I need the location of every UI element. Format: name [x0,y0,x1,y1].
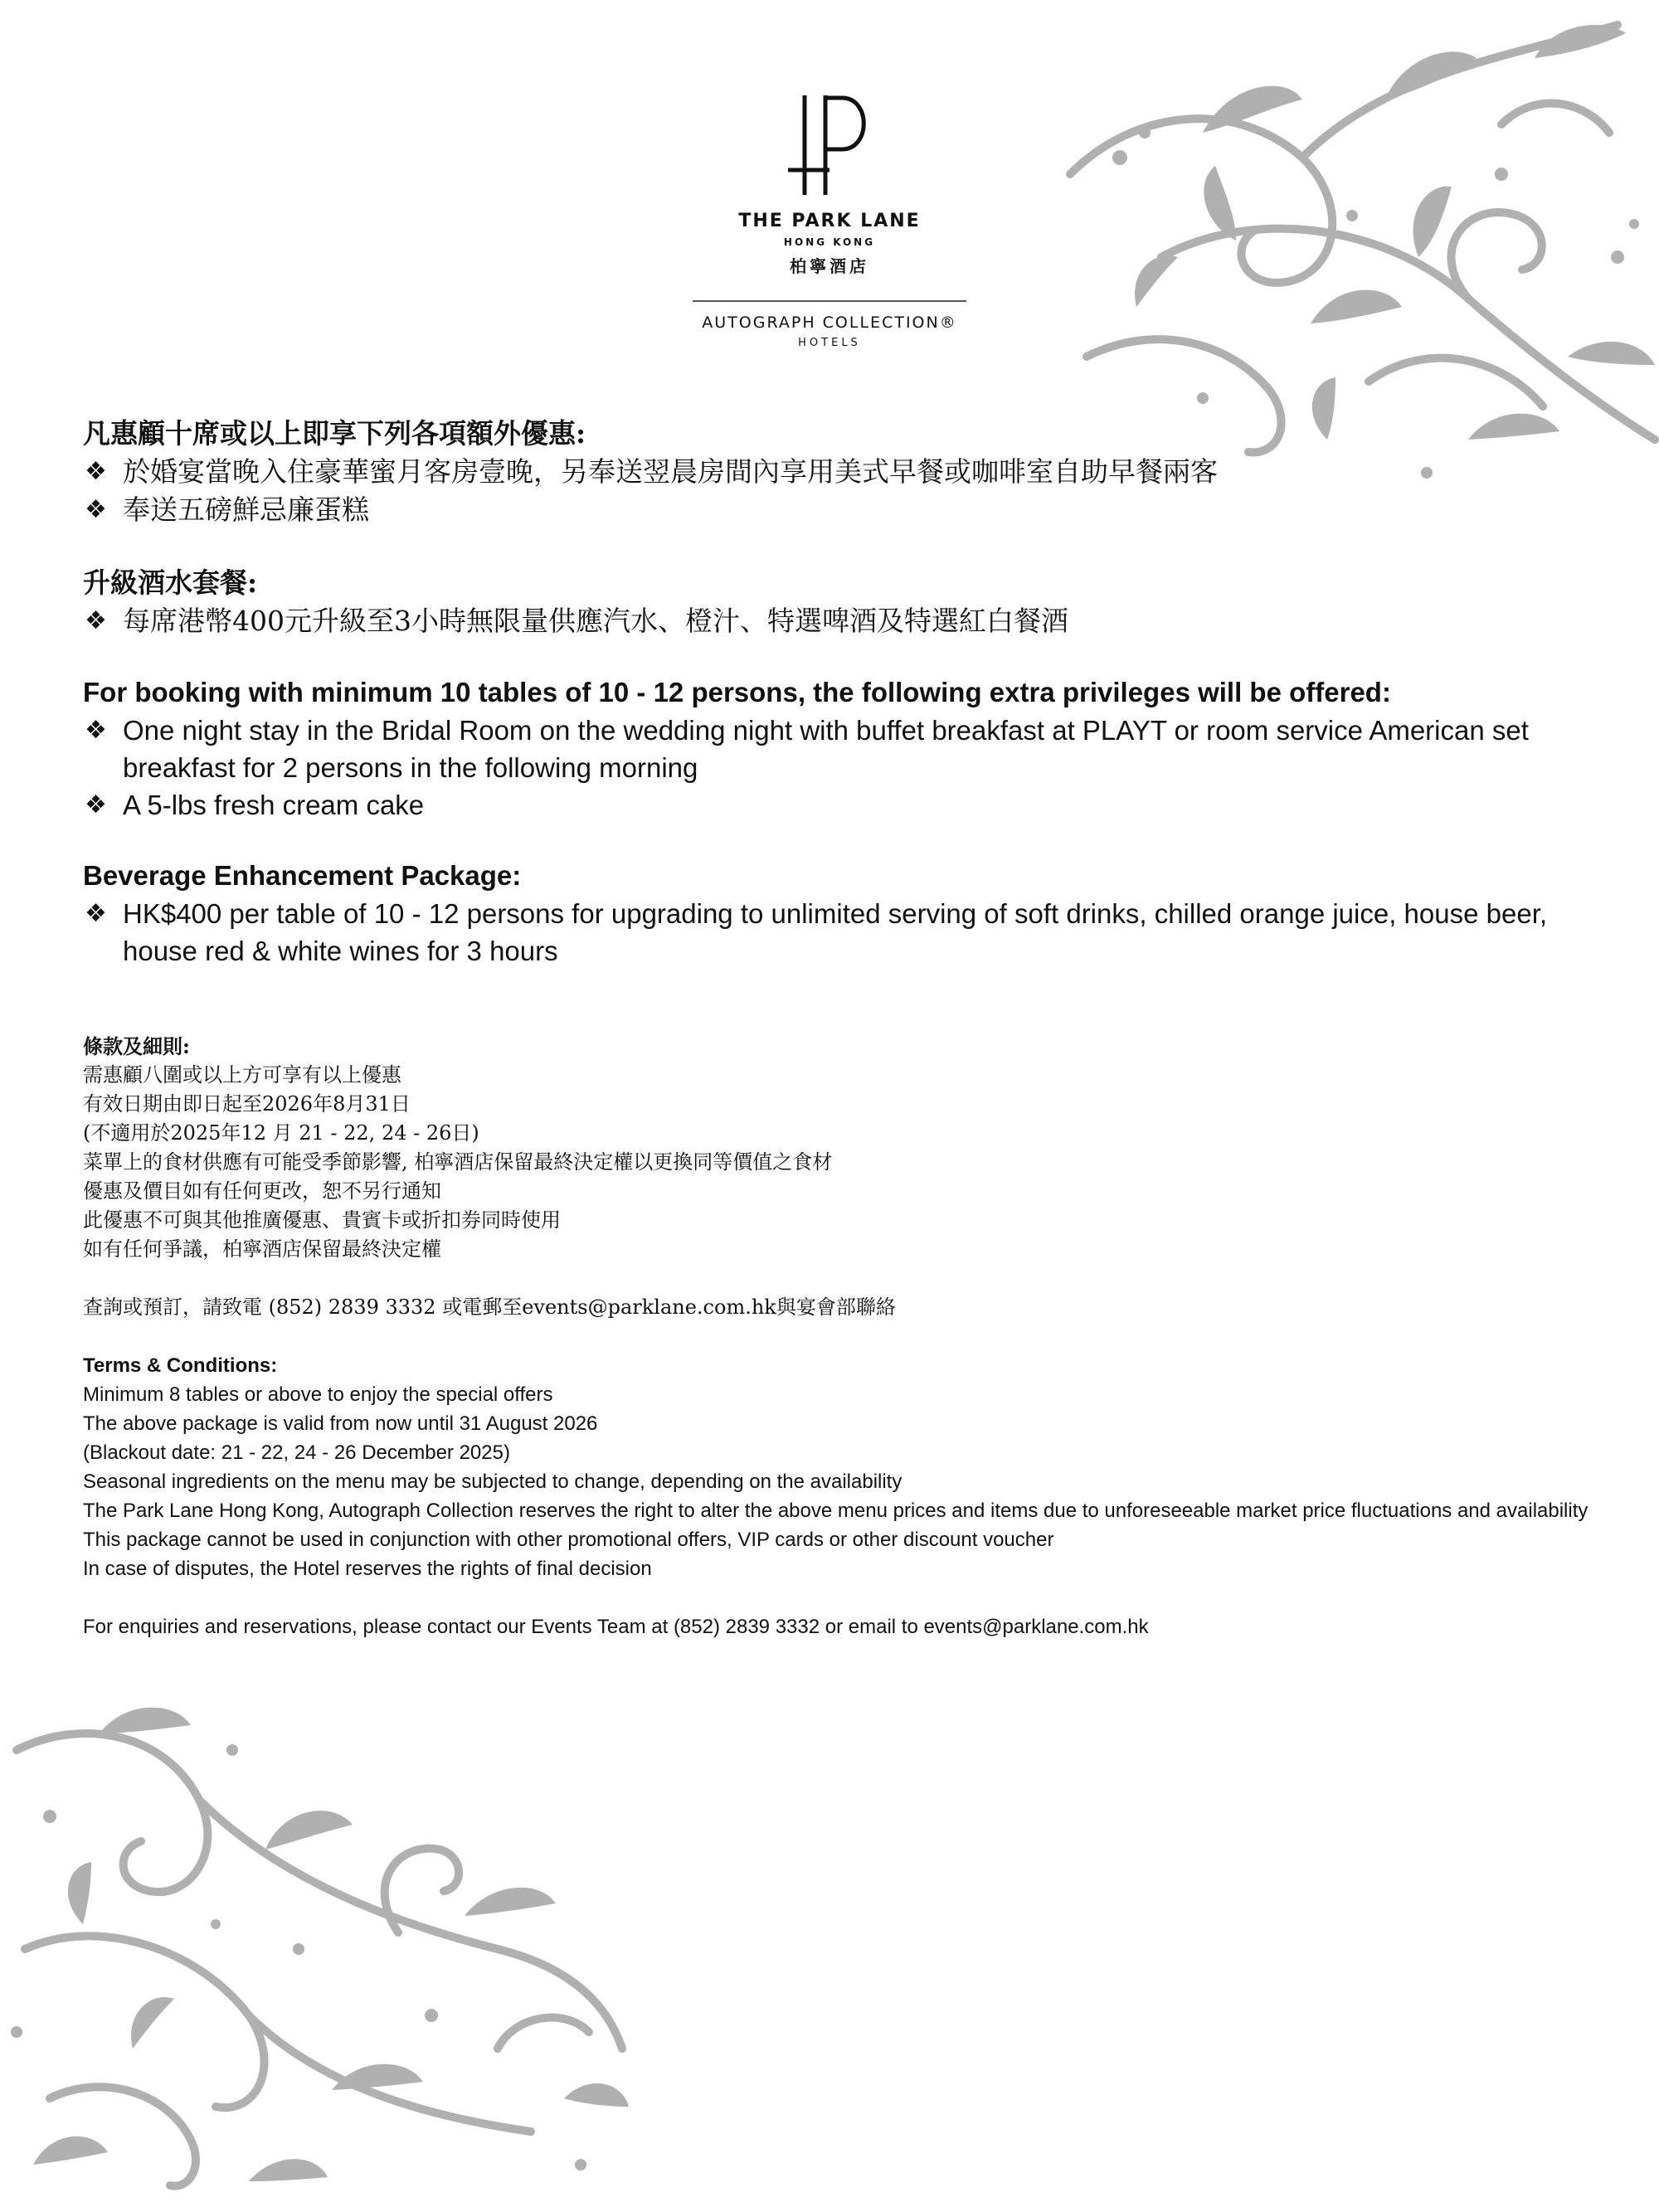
chinese-terms-line: (不適用於2025年12 月 21 - 22, 24 - 26日) [83,1121,479,1145]
diamond-bullet-icon: ❖ [85,606,107,635]
english-terms-line: This package cannot be used in conjunction with other promotional offers, VIP cards or other discount voucher [83,1529,1054,1551]
park-lane-monogram-icon [780,91,879,199]
chinese-terms-line: 需惠顧八圍或以上方可享有以上優惠 [83,1063,401,1087]
logo-collection: AUTOGRAPH COLLECTION® [702,314,957,332]
diamond-bullet-icon: ❖ [85,457,107,486]
english-beverage-heading: Beverage Enhancement Package: [83,860,522,891]
chinese-beverage-heading: 升級酒水套餐: [83,566,258,599]
chinese-terms-line: 此優惠不可與其他推廣優惠、貴賓卡或折扣券同時使用 [83,1208,561,1232]
list-item [83,712,1601,786]
english-privileges-heading: For booking with minimum 10 tables of 10 - 12 persons, the following extra privileges will be offered: [83,677,1391,707]
logo-city: HONG KONG [783,236,876,248]
english-contact-line: For enquiries and reservations, please contact our Events Team at (852) 2839 3332 or email to events@parklane.com.hk [83,1616,1149,1638]
english-terms-line: Seasonal ingredients on the menu may be subjected to change, depending on the availability [83,1471,902,1493]
document-body [83,415,1601,1641]
list-item-text: 每席港幣400元升級至3小時無限量供應汽水、橙汁、特選啤酒及特選紅白餐酒 [123,605,1068,637]
english-terms-line: The above package is valid from now until 31 August 2026 [83,1412,598,1435]
english-beverage-list [83,895,1601,970]
hotel-logo [647,91,1012,349]
english-terms-line: Minimum 8 tables or above to enjoy the special offers [83,1383,553,1406]
logo-hotels: HOTELS [798,337,861,349]
chinese-privileges-list [83,453,1601,529]
diamond-bullet-icon: ❖ [85,495,107,524]
chinese-terms-heading: 條款及細則: [83,1034,190,1058]
list-item-text: One night stay in the Bridal Room on the wedding night with buffet breakfast at PLAYT or room service American set breakfast for 2 persons in the following morning [123,715,1529,783]
list-item [83,491,1601,529]
logo-chinese-name: 柏寧酒店 [790,256,869,276]
english-terms-line: In case of disputes, the Hotel reserves the rights of final decision [83,1558,652,1580]
list-item-text: HK$400 per table of 10 - 12 persons for upgrading to unlimited serving of soft drinks, chilled orange juice, house beer, house red & white wines for 3 hours [123,898,1548,966]
list-item-text: 奉送五磅鮮忌廉蛋糕 [123,493,369,526]
english-terms-line: (Blackout date: 21 - 22, 24 - 26 December 2025) [83,1441,510,1464]
floral-ornament-bottom [0,1700,630,2212]
logo-name: THE PARK LANE [738,211,921,231]
list-item [83,602,1601,640]
diamond-bullet-icon: ❖ [85,899,107,928]
english-terms-heading: Terms & Conditions: [83,1354,278,1377]
list-item-text: A 5-lbs fresh cream cake [123,790,425,820]
list-item-text: 於婚宴當晚入住豪華蜜月客房壹晚，另奉送翌晨房間內享用美式早餐或咖啡室自助早餐兩客 [123,455,1218,488]
english-terms-line: The Park Lane Hong Kong, Autograph Collection reserves the right to alter the above menu prices and items due to unforeseeable market price fluctuations and availability [83,1500,1588,1522]
chinese-terms-line: 有效日期由即日起至2026年8月31日 [83,1092,411,1116]
diamond-bullet-icon: ❖ [85,716,107,745]
list-item [83,453,1601,491]
logo-divider [693,300,966,302]
english-privileges-list [83,712,1601,824]
chinese-terms-line: 如有任何爭議，柏寧酒店保留最終決定權 [83,1237,441,1261]
chinese-contact-line: 查詢或預訂，請致電 (852) 2839 3332 或電郵至events@parklane.com.hk與宴會部聯絡 [83,1296,896,1319]
diamond-bullet-icon: ❖ [85,790,107,819]
chinese-terms-line: 優惠及價目如有任何更改，恕不另行通知 [83,1179,441,1203]
chinese-terms-line: 菜單上的食材供應有可能受季節影響, 柏寧酒店保留最終決定權以更換同等價值之食材 [83,1150,833,1174]
list-item [83,786,1601,824]
chinese-privileges-heading: 凡惠顧十席或以上即享下列各項額外優惠: [83,417,586,450]
list-item [83,895,1601,970]
chinese-beverage-list [83,602,1601,640]
